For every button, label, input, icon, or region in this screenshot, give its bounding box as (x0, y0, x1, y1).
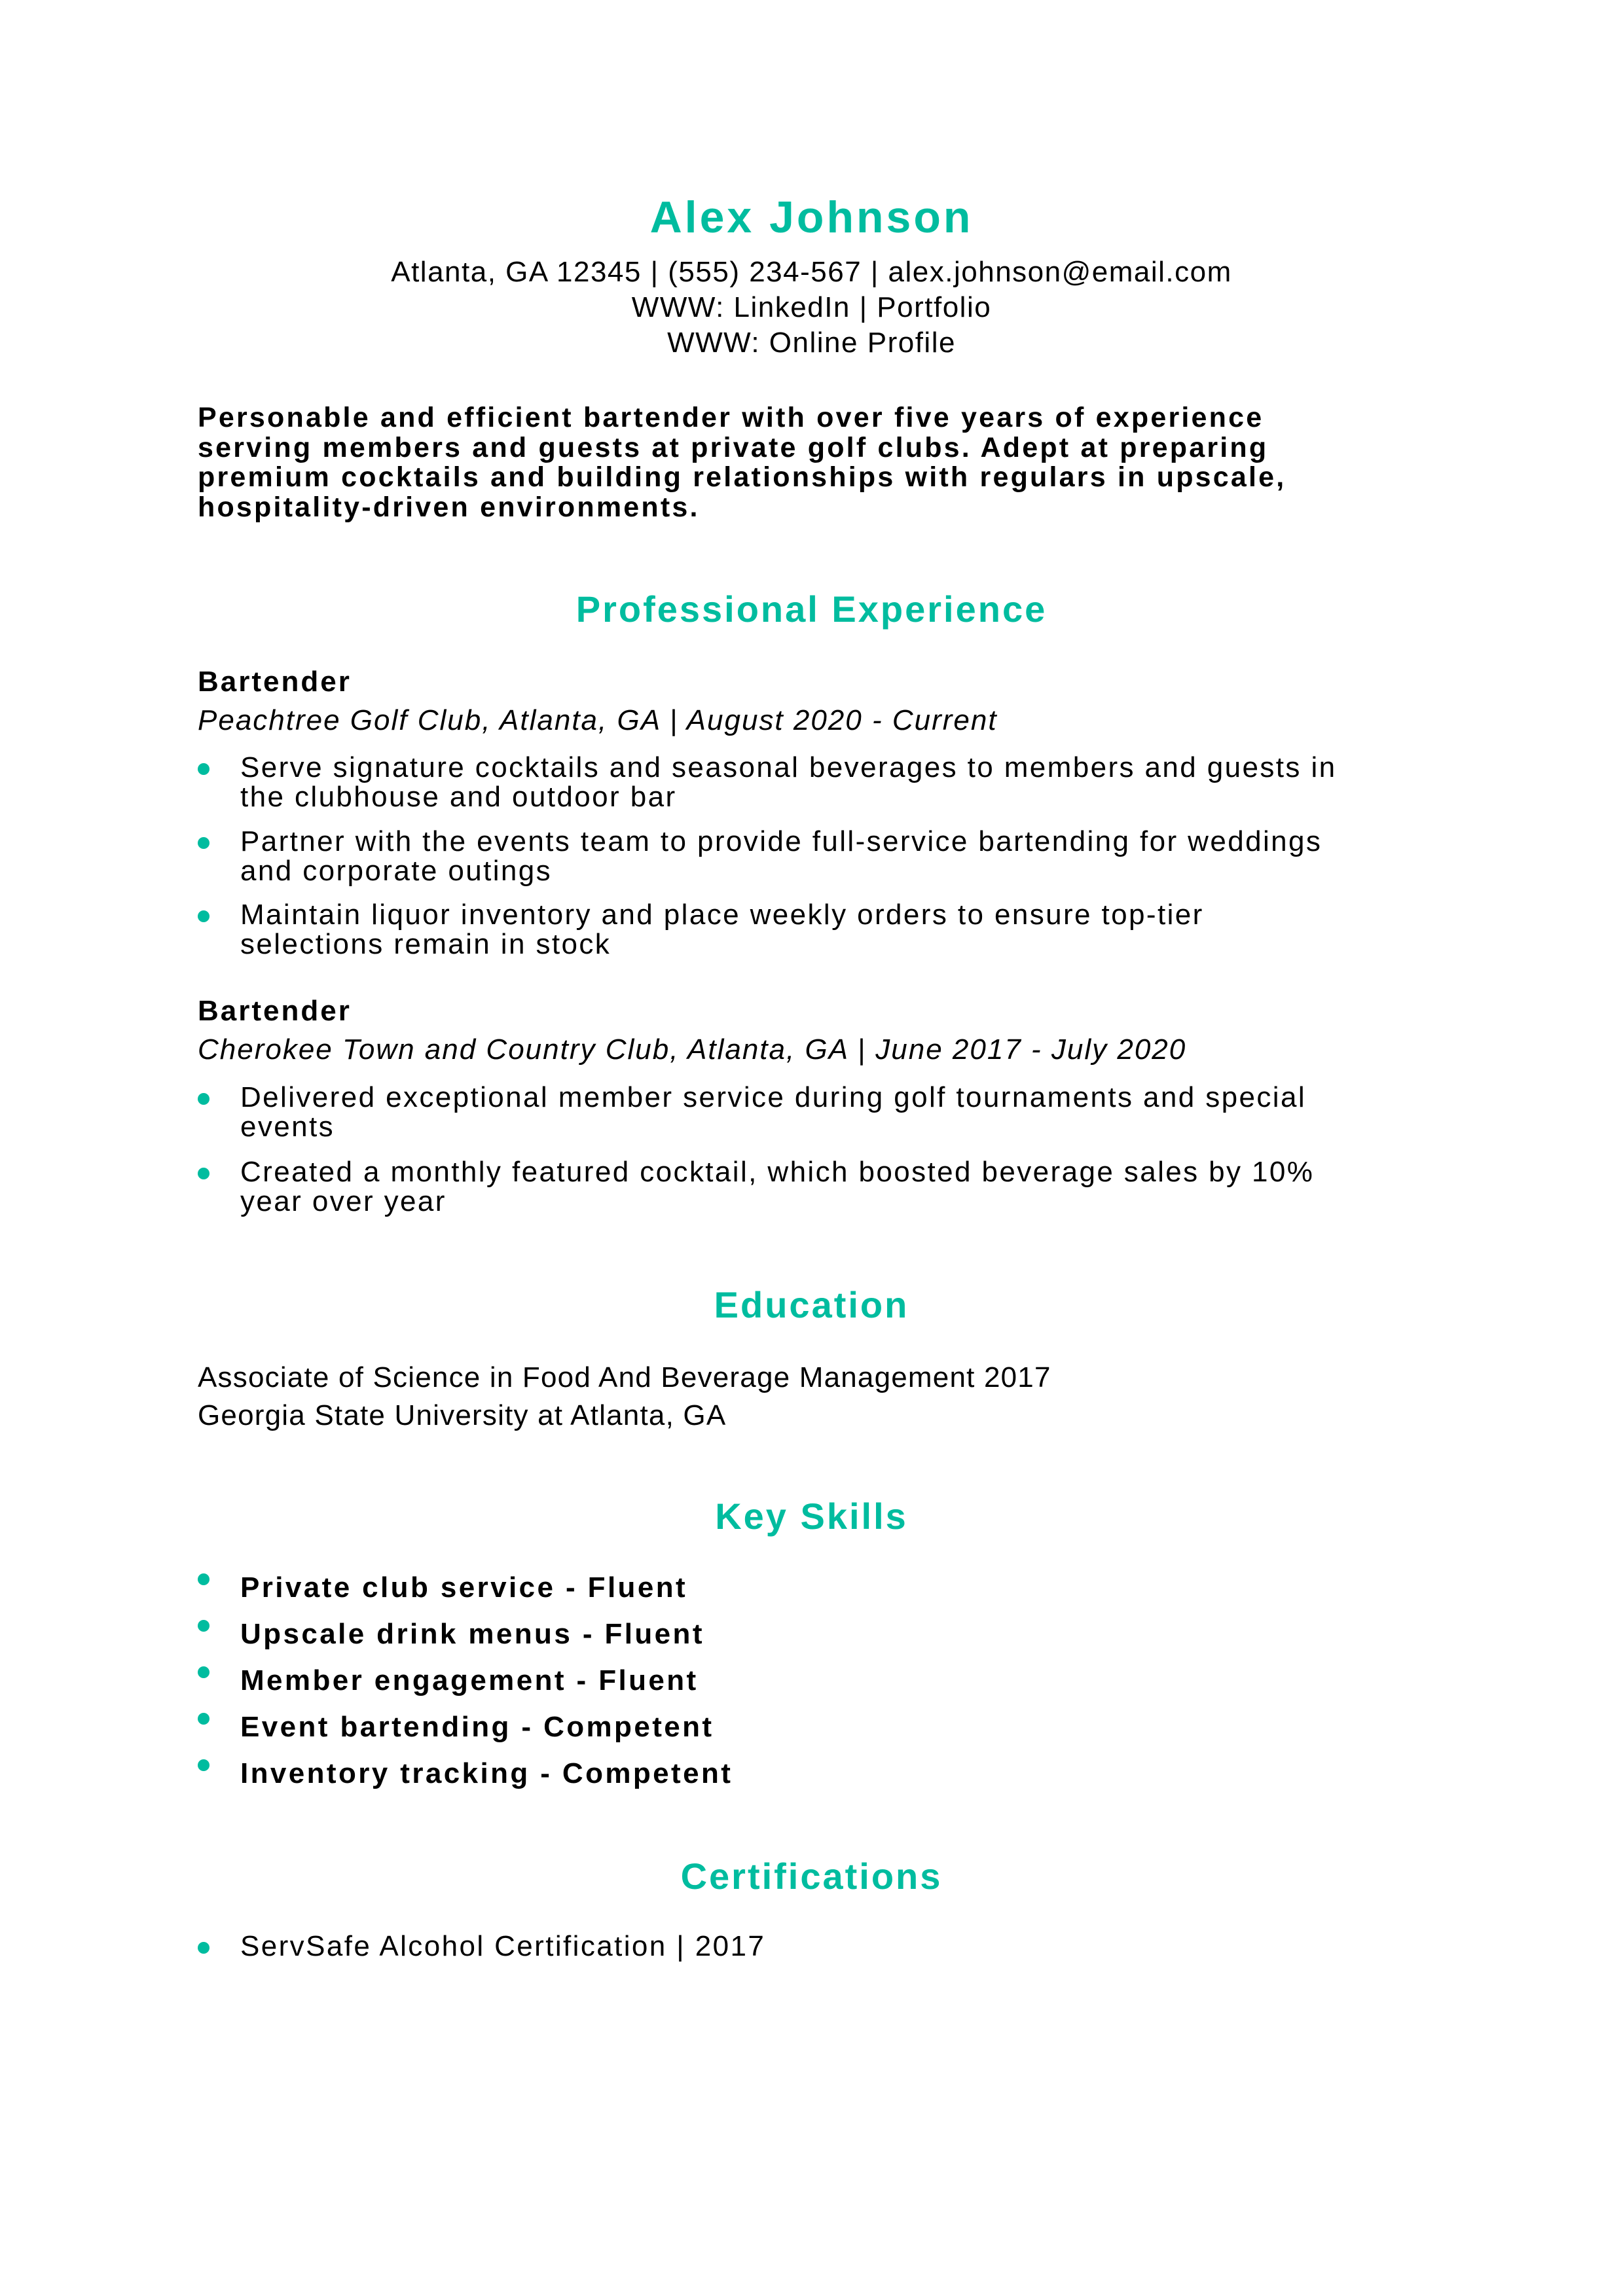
skill-item (198, 1757, 1180, 1796)
summary-line: Personable and efficient bartender with over five years of experience (198, 402, 1264, 433)
bullet-dot-icon (198, 1666, 210, 1678)
skill-text: Member engagement - Fluent (240, 1664, 699, 1696)
bullet-dot-icon (198, 763, 210, 775)
bullet-dot-icon (198, 837, 210, 849)
bullet-text: Partner with the events team to provide full-service bartending for weddings and corporate outings (240, 825, 1322, 887)
skill-text: Upscale drink menus - Fluent (240, 1618, 704, 1650)
education-degree: Associate of Science in Food And Beverage Management 2017 (198, 1361, 1051, 1393)
bullet-dot-icon (198, 1168, 210, 1179)
professional-summary (198, 403, 1507, 522)
bullet-dot-icon (198, 1713, 210, 1725)
section-heading-skills: Key Skills (715, 1496, 908, 1537)
skill-text: Private club service - Fluent (240, 1571, 688, 1604)
skill-text: Inventory tracking - Competent (240, 1757, 733, 1789)
summary-line: serving members and guests at private golf clubs. Adept at preparing (198, 431, 1269, 463)
skill-item (198, 1664, 1180, 1703)
bullet-dot-icon (198, 910, 210, 922)
job-title: Bartender (198, 995, 352, 1027)
section-heading-education: Education (714, 1284, 909, 1325)
bullet-dot-icon (198, 1759, 210, 1771)
contact-info: Atlanta, GA 12345 | (555) 234-567 | alex.johnson@email.com (391, 256, 1232, 288)
bullet-dot-icon (198, 1093, 210, 1105)
skill-text: Event bartending - Competent (240, 1711, 714, 1743)
section-heading-experience: Professional Experience (575, 588, 1048, 630)
job-title: Bartender (198, 666, 352, 698)
skill-item (198, 1710, 1180, 1749)
bullet-text: Created a monthly featured cocktail, which boosted beverage sales by 10% year over year (240, 1156, 1315, 1217)
section-heading-certifications: Certifications (680, 1856, 943, 1897)
summary-line: hospitality-driven environments. (198, 491, 700, 523)
bullet-text: Serve signature cocktails and seasonal beverages to members and guests in the clubhouse and outdoor bar (240, 751, 1337, 813)
summary-line: premium cocktails and building relationships with regulars in upscale, (198, 461, 1286, 493)
certification-text: ServSafe Alcohol Certification | 2017 (240, 1930, 766, 1962)
bullet-text: Maintain liquor inventory and place weekly orders to ensure top-tier selections remain in stock (240, 899, 1204, 960)
job-employer-dates: Cherokee Town and Country Club, Atlanta, GA | June 2017 - July 2020 (198, 1033, 1187, 1066)
candidate-name: Alex Johnson (649, 192, 974, 242)
skill-item (198, 1617, 1180, 1657)
bullet-dot-icon (198, 1942, 210, 1954)
skill-item (198, 1571, 1180, 1610)
education-school: Georgia State University at Atlanta, GA (198, 1399, 727, 1431)
bullet-dot-icon (198, 1620, 210, 1632)
profile-line[interactable]: WWW: Online Profile (667, 327, 956, 359)
bullet-dot-icon (198, 1573, 210, 1585)
job-employer-dates: Peachtree Golf Club, Atlanta, GA | August 2020 - Current (198, 704, 998, 736)
bullet-text: Delivered exceptional member service during golf tournaments and special events (240, 1081, 1307, 1143)
links-line[interactable]: WWW: LinkedIn | Portfolio (631, 291, 992, 323)
